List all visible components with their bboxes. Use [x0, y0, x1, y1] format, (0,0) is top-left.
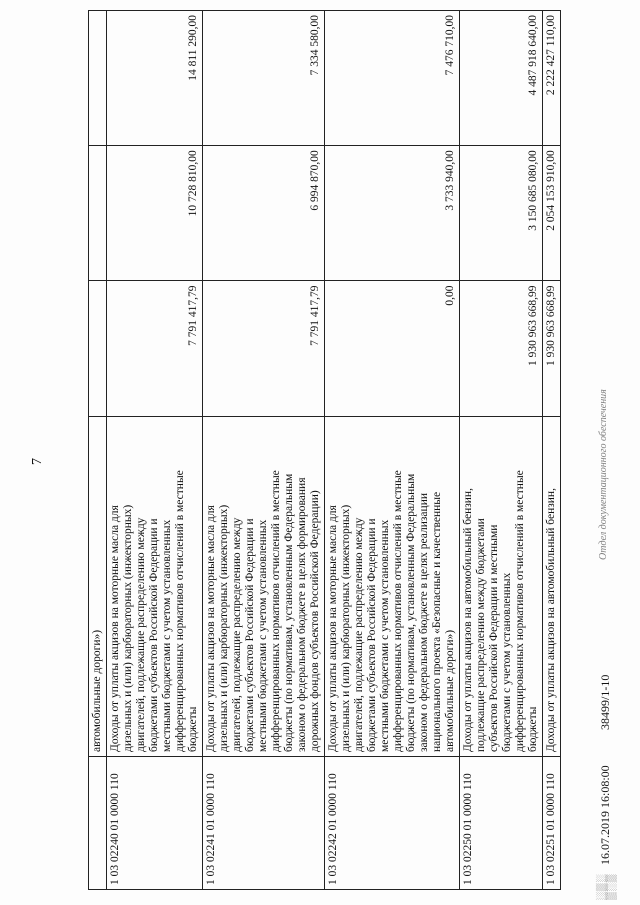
- row-value-1: 7 791 417,79: [107, 281, 203, 416]
- table-row: [460, 11, 543, 890]
- table-row: [543, 11, 561, 890]
- table-body: [89, 11, 561, 890]
- department-stamp: Отдел документационного обеспечения: [598, 389, 609, 560]
- row-value-3: [89, 11, 107, 146]
- table-row: [203, 11, 325, 890]
- table-row: [325, 11, 460, 890]
- row-code: 1 03 02251 01 0000 110: [543, 757, 561, 890]
- row-value-2: 3 150 685 080,00: [460, 146, 543, 281]
- row-value-2: 6 994 870,00: [203, 146, 325, 281]
- row-value-2: 3 733 940,00: [325, 146, 460, 281]
- row-value-3: 14 811 290,00: [107, 11, 203, 146]
- row-description: Доходы от уплаты акцизов на моторные масла для дизельных и (или) карбюраторных (инжекторных) двигателей, подлежащие распределению между бюджетами субъектов Российской Федерации и местными бюджетами с учетом установленных дифференцированных нормативов отчислений в местные бюджеты: [107, 416, 203, 756]
- row-value-1: 1 930 963 668,99: [460, 281, 543, 416]
- row-description: Доходы от уплаты акцизов на автомобильный бензин,: [543, 416, 561, 756]
- row-code: 1 03 02241 01 0000 110: [203, 757, 325, 890]
- row-description: Доходы от уплаты акцизов на моторные масла для дизельных и (или) карбюраторных (инжекторных) двигателей, подлежащие распределению между бюджетами субъектов Российской Федерации и местными бюджетами с учетом установленных дифференцированных нормативов отчислений в местные бюджеты (по нормативам, установленным Федеральным законом о федеральном бюджете в целях формирования дорожных фондов субъектов Российской Федерации): [203, 416, 325, 756]
- table-row: [89, 11, 107, 890]
- row-code: 1 03 02242 01 0000 110: [325, 757, 460, 890]
- row-description: Доходы от уплаты акцизов на моторные масла для дизельных и (или) карбюраторных (инжекторных) двигателей, подлежащие распределению между бюджетами субъектов Российской Федерации и местными бюджетами с учетом установленных дифференцированных нормативов отчислений в местные бюджеты (по нормативам, установленным Федеральным законом о федеральном бюджете в целях реализации национального проекта «Безопасные и качественные автомобильные дороги»): [325, 416, 460, 756]
- row-description: автомобильные дороги»): [89, 416, 107, 756]
- row-value-2: [89, 146, 107, 281]
- footer-date: 16.07.2019 16:08:00: [598, 765, 612, 865]
- row-code: [89, 757, 107, 890]
- page-number: 7: [30, 458, 45, 465]
- row-value-2: 10 728 810,00: [107, 146, 203, 281]
- row-value-1: [89, 281, 107, 416]
- row-value-1: 0,00: [325, 281, 460, 416]
- table-row: [107, 11, 203, 890]
- barcode-mark: ░▒░ ▒░▒: [596, 873, 617, 900]
- row-code: 1 03 02240 01 0000 110: [107, 757, 203, 890]
- row-value-3: 7 334 580,00: [203, 11, 325, 146]
- row-description: Доходы от уплаты акцизов на автомобильный бензин, подлежащие распределению между бюджетами субъектов Российской Федерации и местными бюджетами с учетом установленных дифференцированных нормативов отчислений в местные бюджеты: [460, 416, 543, 756]
- footer-doc-number: 38499/1-10: [598, 674, 612, 730]
- row-value-1: 1 930 963 668,99: [543, 281, 561, 416]
- row-value-3: 7 476 710,00: [325, 11, 460, 146]
- revenue-table: [88, 10, 561, 890]
- row-value-3: 2 222 427 110,00: [543, 11, 561, 146]
- row-value-3: 4 487 918 640,00: [460, 11, 543, 146]
- row-value-2: 2 054 153 910,00: [543, 146, 561, 281]
- row-code: 1 03 02250 01 0000 110: [460, 757, 543, 890]
- row-value-1: 7 791 417,79: [203, 281, 325, 416]
